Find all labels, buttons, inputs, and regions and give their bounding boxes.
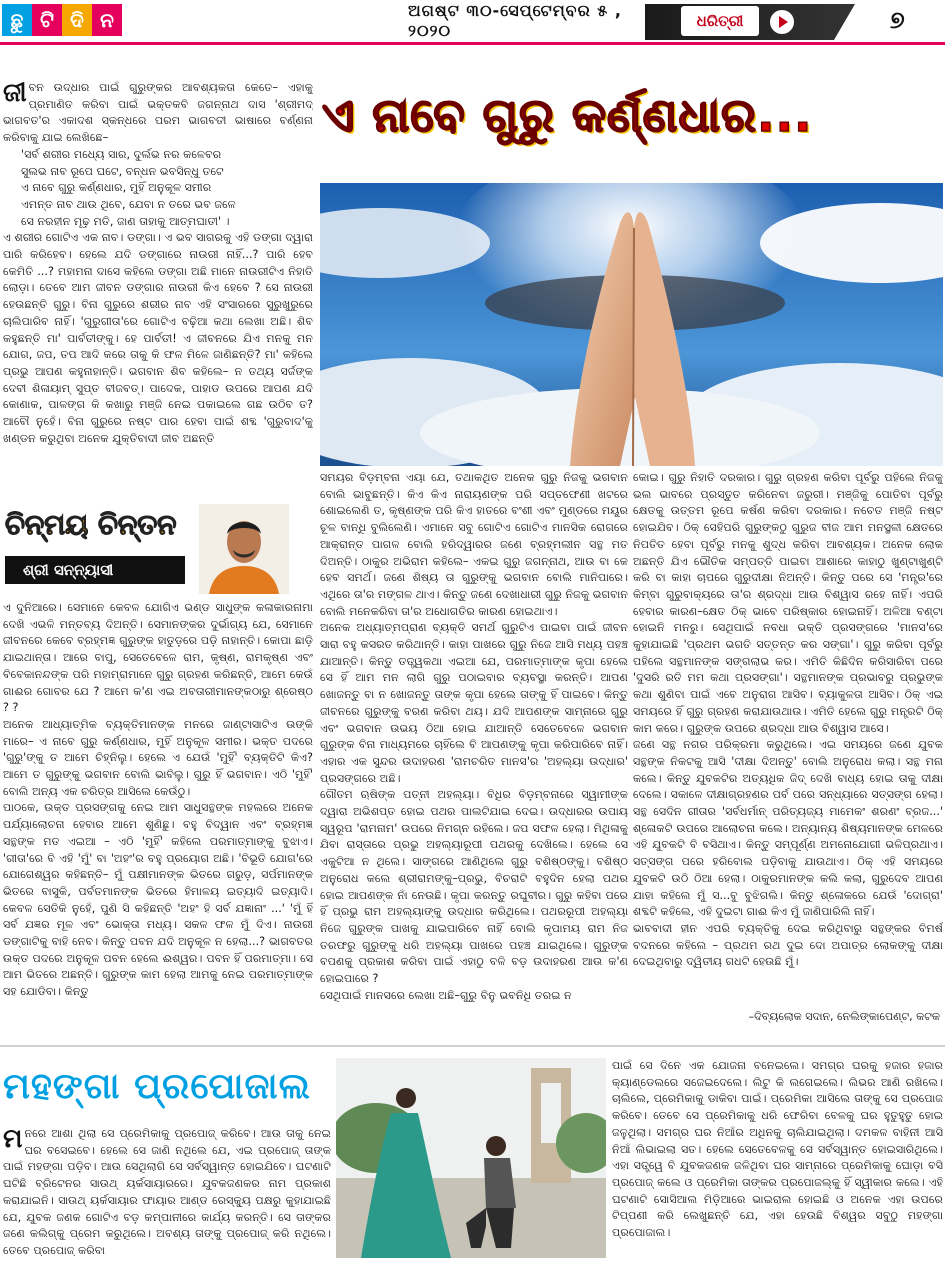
article-column-right	[633, 470, 943, 1025]
brand-letter: ଟି	[32, 4, 62, 36]
article-paragraph: ସେଥିପାଇଁ ମାନସରେ ଲେଖା ଅଛି–ଗୁରୁ ବିନୁ ଭବନିଧି ତରଇ ନ	[320, 988, 572, 1002]
bottom-headline: ମହଙ୍ଗା ପ୍ରପୋଜାଲ	[3, 1066, 311, 1107]
article-paragraph: ଏ ଦୁନିଆରେ। ସେମାନେ କେବଳ ଯୋଗିଏ ଭଣ୍ଡ ସାଧୁଙ୍କ କଳାକାରନାମା ଦେଖି ଏଭଳି ମନ୍ତବ୍ୟ ଦିଅନ୍ତି। ସେମାନଙ୍କର ଦୁର୍ଭାଗ୍ୟ ଯେ, ସେମାନେ ଜୀବନରେ କେବେ ବ୍ରହ୍ମଜ୍ଞ ଗୁରୁଙ୍କ ହାତୁଡ଼ରେ ପଡ଼ି ନାହାନ୍ତି। କୋପା ଛାଡ଼ି ଯାଇଥାନ୍ତା। ଆରେ ବାପୁ, ସେତେବେଳେ ରାମ, କୃଷ୍ଣ, ରାମକୃଷ୍ଣ ଏବଂ ବିବେକାନନ୍ଦଙ୍କ ପରି ମହାମ୍ରାମାନେ ଗୁରୁ ଗ୍ରହଣ କରିଛନ୍ତି, ଆମେ କେଉଁ ଗାଈର ଗୋବର ଯେ ? ଆମେ କ'ଣ ଏଇ ଅବତାରୀମାନଙ୍କଠାରୁ ଶ୍ରେଷ୍ଠ ? ?	[3, 601, 313, 715]
verse-line: ଏ ନାବେ ଗୁରୁ କର୍ଣ୍ଣଧାର, ମୁହିଁ ଅନୁକୂଳ ସମୀର	[21, 181, 212, 195]
brand-letter: ଦି	[62, 4, 92, 36]
header-divider	[0, 42, 945, 45]
verse-line: ଏମନ୍ତ ନାବ ଥାଉ ଥିବେ, ଯେବା ନ ତରେ ଭବ ଜଳେ	[21, 197, 236, 211]
article-paragraph: ମନରେ ଆଶା ଥିଲା ସେ ପ୍ରେମିକାକୁ ପ୍ରପୋଜ୍ କରିବେ। ଆଉ ତାକୁ ନେଇ ଘର ବସେଇବେ। ହେଲେ ସେ ଜାଣି ନଥିଲେ ଯେ, ଏଇ ପ୍ରପୋଜ୍ ତାଙ୍କ ପାଇଁ ମହଙ୍ଗା ପଡ଼ିବ। ଆଉ ସେଥିଲାଗି ସେ ସର୍ବସ୍ୱାନ୍ତ ହୋଇଯିବେ। ଘଟଣାଟି ଘଟିଛି ବ୍ରିଟେନର ସାଉଥ୍ ୟର୍କସାୟାରରେ। ଯୁବକଜଣକର ନାମ ପ୍ରକାଶ କରାଯାଇନି। ସାଉଥ୍ ୟର୍କସାୟାର ଫାୟାର ଆଣ୍ଡ ରେସ୍କ୍ୟୁ ପକ୍ଷରୁ କୁହାଯାଇଛି ଯେ, ଯୁବକ ଜଣକ ଗୋଟିଏ ବଡ଼ କମ୍ପାନୀରେ କାର୍ଯ୍ୟ କରନ୍ତି। ସେ ତାଙ୍କର ଜଣେ କଲିଗ୍‌କୁ ପ୍ରେମ କରୁଥିଲେ। ଅବଶ୍ୟ ତାଙ୍କୁ ପ୍ରପୋଜ୍ କରି ନଥିଲେ। ତେବେ ପ୍ରପୋଜ୍ କରିବା	[3, 1126, 331, 1256]
author-avatar	[199, 504, 289, 594]
bottom-article-right	[612, 1058, 943, 1258]
section-divider	[0, 1045, 945, 1047]
article-intro: ଜୀବନ ଉଦ୍ଧାର ପାଇଁ ଗୁରୁଙ୍କର ଆବଶ୍ୟକତା କେତେ– ଏହାକୁ ପ୍ରମାଣିତ କରିବା ପାଇଁ ଭକ୍ତକବି ଜଗନ୍ନାଥ ଦାସ 'ଶ୍ରୀମଦ୍ ଭାଗବତ'ର ଏକାଦଶ ସ୍କନ୍ଧରେ ପରମ ଭାଗବତୀ ଭାଷାରେ ବର୍ଣ୍ଣନା କରିବାକୁ ଯାଇ ଲେଖିଛେ–	[3, 80, 313, 145]
article-paragraph: ସମୟର ବିଡ଼ମ୍ବନା ଏୟା ଯେ, ତଥାକଥିତ ଅନେକ ଗୁରୁ ନିଜକୁ ଭଗବାନ ବୋଲି ଭାବୁଛନ୍ତି। କିଏ କିଏ ନାରାୟଣଙ୍କ ପରି ସପ୍ତଫେଣୀ ଖଟରେ ଶୋଇଲେଣି ତ, କୃଷ୍ଣଙ୍କ ପରି କିଏ ହାତରେ ବଂଶୀ ଏବଂ ମୁଣ୍ଡରେ ମୟୂର ଚୂଳ ବାନ୍ଧି ବୁଲିଲେଣି। ଏମାନେ ସବୁ ଗୋଟିଏ ଗୋଟିଏ ମାନସିକ ରୋଗରେ ଆକ୍ରାନ୍ତ ପାଗଳ ବୋଲି ହରିଦ୍ୱାରର ଜଣେ ବ୍ରହ୍ମଲୀନ ସନ୍ଥ ମତ ଦିଅନ୍ତି। ଠାକୁର ଅଭିରାମ କହିଲେ– ଏକଇ ଗୁରୁ ଜଗନ୍ନାଥ, ଆଉ ବା କେ ହେବ ସମର୍ଥ। ଜଣେ ଶିଷ୍ୟ ତା ଗୁରୁଙ୍କୁ ଭଗବାନ ବୋଲି ମାନିପାରେ। ଏଥିରେ ତା'ର ମଙ୍ଗଳ ଥାଏ। କିନ୍ତୁ ଜଣେ ଦେଖାଧାରୀ ଗୁରୁ ନିଜକୁ ଭଗବାନ ବୋଲି ମନେକରିବା ତା'ର ଅଧୋଗତିର କାରଣ ହୋଇଥାଏ।	[320, 471, 628, 618]
author-name: ଶ୍ରୀ ସନ୍ନ୍ୟାସୀ	[5, 556, 185, 584]
article-paragraph: ଜଣେ ସନ୍ଥ ନଗର ପରିକ୍ରମା କରୁଥିଲେ। ଏଇ ସମୟରେ ଜଣେ ଯୁବକ ସନ୍ଥଙ୍କ ନିକଟକୁ ଆସି 'ଦୀକ୍ଷା ଦିଅନ୍ତୁ' ବୋଲି ଅନୁରୋଧ କଲା। ସନ୍ଥ ମନା କଲେ। କିନ୍ତୁ ଯୁବକଟିର ଅତ୍ୟଧିକ ଜିଦ୍ ଦେଖି ବାଧ୍ୟ ହୋଇ ତାକୁ ଦୀକ୍ଷା ଦେଲେ। ସକାଳେ ଦୀକ୍ଷାଗ୍ରହଣର ପର୍ବ ପରେ ସନ୍ଧ୍ୟାରେ ସତ୍ସଙ୍ଗ ହେଲା। ସନ୍ଥ ସେଦିନ ଗୀତାର 'ସର୍ବଧର୍ମାନ୍ ପରିତ୍ୟଜ୍ୟ ମାମେକଂ ଶରଣଂ ବ୍ରଜ...' ଶ୍ଳୋକଟି ଉପରେ ଆଲୋଚନା କଲେ। ଅନ୍ୟାନ୍ୟ ଶିଷ୍ୟମାନଙ୍କ ମେଳରେ ଏହି ଯୁବକଟି ବି ବସିଥାଏ। କିନ୍ତୁ ସମ୍ପୂର୍ଣ୍ଣ ଅମନୋଯୋଗୀ ଭଳିପ୍ରଥାଏ। ସତ୍ସଙ୍ଗ ପରେ ହରିବୋଲ ପଡ଼ିବାକୁ ଯାଉଥାଏ। ଠିକ୍ ଏହି ସମୟରେ ଯୁବକଟି ଉଠି ଠିଆ ହେଲା। ଠାକୁରମାନଙ୍କ କଲି କଲା, ଗୁରୁଦେବ ଆପଣ ଯାହା କହିଲେ ମୁଁ ସ...ବୁ ବୁଝିଗଲି। କିନ୍ତୁ ଶ୍ଳୋକରେ ଯେଉଁ 'ଦୋଗ୍ରା' ଶବ୍ଦଟି କହିଲେ, ଏହି ଦୁଇଟା ଗାଈ କିଏ ମୁଁ ଜାଣିପାରିଲି ନାହିଁ।	[633, 738, 943, 919]
article-paragraph: ଅନେକ ଆଧ୍ୟାତ୍ମିକ ବ୍ୟକ୍ତିମାନଙ୍କ ମନରେ ଜାଣ୍ଟାସାଟିଏ ଉଙ୍କି ମାରେ– ଏ ନାବେ ଗୁରୁ କର୍ଣ୍ଣଧାର, ମୁହିଁ ଅନୁକୂଳ ସମୀର। ଭକ୍ତ ପଦରେ 'ଗୁରୁ'ଙ୍କୁ ତ ଆମେ ଚିହ୍ନିଲୁ। ହେଲେ ଏ ଯେଉଁ 'ମୁହିଁ' ବ୍ୟକ୍ତିଟି କିଏ? ଆମେ ତ ଗୁରୁଙ୍କୁ ଭଗବାନ ବୋଲି ଭାବିଲୁ। ଗୁରୁ ହିଁ ଭଗବାନ। ଏଠି 'ମୁହିଁ' ବୋଲି ଅନ୍ୟ ଏକ ଚରିତ୍ର ଆସିଲେ କେଉଁଠୁ।	[3, 717, 313, 798]
dropcap: ମ	[3, 1126, 23, 1154]
praying-hands-photo	[320, 183, 943, 466]
column-title: ଚିନ୍ମୟ ଚିନ୍ତନ	[5, 508, 177, 541]
article-paragraph: ପାଠକେ, ଉକ୍ତ ପ୍ରସଙ୍ଗକୁ ନେଇ ଆମ ସାଧୁସନ୍ଥଙ୍କ ମହଲରେ ଅନେକ ପର୍ଯ୍ୟାଲୋଚନା ହେବାର ଆମେ ଶୁଣିଛୁ। ବହୁ ବିଦ୍ୱାନ ଏବଂ ବ୍ରହ୍ମଜ୍ଞ ସନ୍ଥଙ୍କ ମତ ଏଇଆ – ଏଠି 'ମୁହିଁ' କହିଲେ ପରମାତ୍ମାଙ୍କୁ ବୁଝାଏ। 'ଗୀତା'ରେ ବି ଏହି 'ମୁଁ' ବା 'ଅହଂ'ର ବହୁ ପ୍ରୟୋଗ ଅଛି। 'ବିଭୂତି ଯୋଗ'ରେ ଯୋଗେଶ୍ୱର କହିଛନ୍ତି– ମୁଁ ପକ୍ଷୀମାନଙ୍କ ଭିତରେ ଗରୁଡ଼, ସର୍ପମାନଙ୍କ ଭିତରେ ବାସୁକି, ପର୍ବତମାନଙ୍କ ଭିତରେ ହିମାଳୟ ଇତ୍ୟାଦି ଇତ୍ୟାଦି। କେବଳ ସେତିକି ନୁହେଁ, ପୁଣି ସି କହିଛନ୍ତି 'ଅହଂ ହି ସର୍ବ ଯଜ୍ଞାନାଂ ...' 'ମୁଁ ହିଁ ସର୍ବ ଯଜ୍ଞର ମୂଳ ଏବଂ ଭୋକ୍ତା ମଧ୍ୟ। ସକଳ ଫଳ ମୁଁ ଦିଏ। ନାଉରୀ ଡଙ୍ଗାଟିକୁ ବାହି ନେବ। କିନ୍ତୁ ପବନ ଯଦି ଅନୁକୂଳ ନ ହେଲା...? ଭାଗବତର ଉକ୍ତ ପଦରେ ଅନୁକୂଳ ପବନ ହେଲେ ଈଶ୍ୱର। ପବନ ହିଁ ପରମାତ୍ମା। ସେ ଆମ ଭିତରେ ଅଛନ୍ତି। ଗୁରୁଙ୍କ କାମ ହେଲା ଆମକୁ ନେଇ ପରମାତ୍ମାଙ୍କ ସହ ଯୋଡିବା। କିନ୍ତୁ	[3, 801, 313, 999]
verse-line: 'ସର୍ବ ଶରୀର ମଧ୍ୟେ ସାର, ଦୁର୍ଲଭ ନର କଳେବର	[21, 147, 222, 161]
article-paragraph: କୋଇ। ଗୁରୁ ନିହାତି ଦରକାର। ଗୁରୁ ଗ୍ରହଣ କରିବା ପୂର୍ବରୁ ପହିଲେ ନିଜକୁ ଭଲ ଭାବରେ ପ୍ରସ୍ତୁତ କରିନେବା ଜରୁରୀ। ମଞ୍ଜିକୁ ପୋତିବା ପୂର୍ବରୁ କ୍ଷେତକୁ ଉତ୍ତମ ରୂପେ କର୍ଷଣ କରିବା ଦରକାର। ନଚେତ ମଞ୍ଜି ନଷ୍ଟ ହୋଇଯିବ। ଠିକ୍ ସେହିପରି ଗୁରୁଙ୍କଠୁ ଗୁରୁଜ ବୀଜ ଆମ ମନସ୍ଥଳୀ କ୍ଷେତରେ ନିପତିତ ହେବା ପୂର୍ବରୁ ମନକୁ ଶୁଦ୍ଧ କରିବା ଆବଶ୍ୟକ। ଅନେକ ଲୋକ ଅଛନ୍ତି ଯିଏ ଭୌତିକ ସମ୍ପତ୍ତି ପାଇବା ଆଶାରେ କାହାଠୁ ଖୁଣ୍ଟାଖୁଣ୍ଟି କରି ବା କାହା ଚାପରେ ଗୁରୁଦୀକ୍ଷା ନିଅନ୍ତି। କିନ୍ତୁ ପରେ ସେ 'ମନ୍ତ୍ର'ରେ କିମ୍ବା ଗୁରୁବାକ୍ୟରେ ତା'ର ଶ୍ରଦ୍ଧା ଆଉ ବିଶ୍ୱାସ ରହେ ନାହିଁ। ଏପରି ହେବାର କାରଣ–କ୍ଷେତ ଠିକ୍ ଭାବେ ପରିଷ୍କାର ହୋଇନାହିଁ। ଅଳିଆ ବଣ୍ଟା ହୋଇନି ମନରୁ। ସେଥିପାଇଁ ନବଧା ଭକ୍ତି ପ୍ରସଙ୍ଗରେ 'ମାନସ'ରେ କୁହାଯାଇଛି 'ପ୍ରଥମ ଭଗତି ସତ୍ତନ୍ତ କର ସଙ୍ଗା'। ଗୁରୁ କରିବା ପୂର୍ବରୁ ପହିଲେ ସନ୍ଥମାନଙ୍କ ସଙ୍ଗଲାଭ କର। ଏମିତି କିଛିଦିନ କରିସାରିବା ପରେ 'ଦୁସରି ରତି ମମ କଥା ପ୍ରସଙ୍ଗା'। ସନ୍ଥମାନଙ୍କ ପ୍ରଭାବରୁ ପ୍ରଭୁଙ୍କ କଥା ଶୁଣିବା ପାଇଁ ଏବେ ଅନୁରାଗ ଆସିବ। ବ୍ୟାକୁଳତା ଆସିବ। ଠିକ୍ ଏଇ ସମୟରେ ହିଁ ଗୁରୁ ଗ୍ରହଣ କରାଯାଉଥାଉ। ଏମିତି ହେଲେ ଗୁରୁ ମନ୍ତ୍ରଟି ଠିକ୍ କାମ କରେ। ଗୁରୁଙ୍କ ଉପରେ ଶ୍ରଦ୍ଧା ଆଉ ବିଶ୍ୱାସ ଆସେ।	[633, 471, 943, 735]
article-column-left-top	[3, 80, 313, 500]
newspaper-logo: ଧରିତ୍ରୀ	[681, 6, 759, 36]
verse-line: ସେ ନରହୀନ ମୂଢ଼ ମତି, ଜାଣ ତାହାକୁ ଆତ୍ମଘାତୀ' ।	[21, 214, 230, 228]
brand-letter: ନ	[92, 4, 122, 36]
proposal-photo	[336, 1058, 606, 1258]
bottom-article-left	[3, 1126, 331, 1256]
author-credit: –ଦିବ୍ୟଲୋକ ସଦାନ, ନେଲିଙ୍କାପେଣ୍ଟ, କଟକ	[748, 1010, 940, 1023]
article-paragraph: ଭାବବାଦୀ ହୀନ ଏପରି ବ୍ୟକ୍ତିକୁ ଦେଇ କରିଥିବାରୁ ସନ୍ଥଙ୍କର ବିମର୍ଷ ବଦନରେ କହିଲେ – ପ୍ରଥମ ରଥ ଦୁଇ ଦୋ ଅପାତ୍ର ଲୋକଙ୍କୁ ଦୀକ୍ଷା ଦେଇଥିବାରୁ ଦ୍ୱିତୀୟ ଗଧଟି ହେଉଛି ମୁଁ।	[633, 921, 943, 969]
article-column-middle	[320, 470, 628, 1035]
page-number: ୭	[890, 6, 905, 34]
column-byline	[3, 500, 313, 596]
main-headline: ଏ ନାବେ ଗୁରୁ କର୍ଣ୍ଣଧାର...	[322, 88, 813, 142]
play-icon	[770, 10, 794, 34]
brand-letter: ଛୁ	[2, 4, 32, 36]
article-paragraph: ଗୌତମ ଋଷିଙ୍କ ପତ୍ନୀ ଅହଲ୍ୟା। ବିଧିର ବିଡ଼ମ୍ବନାରେ ସ୍ୱାମୀଙ୍କ ଦ୍ୱାରା ଅଭିଶପ୍ତ ହୋଇ ପଥର ପାଲଟିଯାଇ ଦେଇ। ଉଦ୍ଧାରର ଉପାୟ ସ୍ୱରୂପ 'ରାମନାମ' ଉପରେ ନିମଗ୍ନ ରହିଲେ। ଜପ ସଫଳ ହେଲା। ମିଥିଳାକୁ ଯିବା ରାସ୍ତାରେ ପ୍ରଭୁ ଅହଲ୍ୟାରୂପୀ ପଥରକୁ ଦେଖିଲେ। ହେଲେ ସେ ଏକୁଟିଆ ନ ଥିଲେ। ସାଙ୍ଗରେ ଆଣିଥିଲେ ଗୁରୁ ବଶିଷ୍ଠଙ୍କୁ। ବଶିଷ୍ଠ ଅନୁରୋଧ କଲେ ଶ୍ରୀରାମଙ୍କୁ–ପ୍ରଭୁ, ବିଚରାଟି ବହୁଦିନ ହେଲା ପଥର ହୋଇ ଆପଣଙ୍କ ନାଁ ନେଉଛି। କୃପା କରନ୍ତୁ ରଘୁବୀର। ଗୁରୁ କହିବା ପରେ ହିଁ ପ୍ରଭୁ ରାମ ଅହଲ୍ୟାଙ୍କୁ ଉଦ୍ଧାର କରିଥିଲେ। ପଥରରୂପୀ ଅହଲ୍ୟା ନିଜେ ଗୁରୁଙ୍କ ପାଖକୁ ଯାଇପାରିବେ ନାହିଁ ବୋଲି କୃପାମୟ ରାମ ନିଜ ତରଫରୁ ଗୁରୁଙ୍କୁ ଧରି ଅହଲ୍ୟା ପାଖରେ ପହଞ୍ଚ ଯାଇଥିଲେ। ଗୁରୁଙ୍କ ବପଣକୁ ପ୍ରକାଶ କରିବା ପାଇଁ ଏହାଠୁ ବଳି ବଡ଼ ଉଦାହରଣ ଆଉ କ'ଣ ହୋଇପାରେ ?	[320, 788, 628, 986]
article-paragraph: ଏ ଶରୀର ଗୋଟିଏ ଏକ ନାବ। ଡଙ୍ଗା। ଏ ଭବ ସାଗରକୁ ଏହି ଡଙ୍ଗା ଦ୍ୱାରା ପାରି କରିହେବ। ହେଲେ ଯଦି ଡଙ୍ଗାରେ ନାଉରୀ ନାହିଁ...? ପାରି ହେବ କେମିତି ...? ମହାମନା ଦାସେ କହିଲେ ଡଙ୍ଗା ଅଛି ମାନେ ନାଉରୀଟିଏ ନିହାତି ଲୋଡ଼ା। ତେବେ ଆମ ଜୀବନ ଡଙ୍ଗାର ନାଉରୀ କିଏ ହେବେ ? ସେ ନାଉରୀ ହେଉଛନ୍ତି ଗୁରୁ। ବିନା ଗୁରୁରେ ଶରୀର ନାବ ଏହି ସଂସାରରେ ସୁରୁଖୁରୁରେ ଚାଲିପାରିବ ନାହିଁ। 'ଗୁରୁଗୀତା'ରେ ଗୋଟିଏ ବଢ଼ିଆ କଥା ଲେଖା ଅଛି। ଶିବ କହୁଛନ୍ତି ମା' ପାର୍ବତୀଙ୍କୁ। ହେ ପାର୍ବତୀ! ଏ ଜୀବନରେ ଯିଏ ମନକୁ ମନ ଯୋଗ, ଜପ, ତପ ଆଦି କରେ ତାକୁ କି ଫଳ ମିଳେ ଜାଣିଛନ୍ତି? ମା' କହିଲେ ପ୍ରଭୁ ଆପଣ କହୁନାହାନ୍ତି। ଭଗବାନ ଶିବ କହିଲେ– ନ ତଥ୍ୟ ସର୍ଜଙ୍କ ଦେବୀ ଶିଳାୟାମ୍ ସୁପ୍ତ ବୀଜବତ୍। ପାଦେକ, ପାହାଡ ଉପରେ ଆପଣ ଯଦି କୋଣାକ, ପାଳଙ୍ଗ କି କଖାରୁ ମଞ୍ଜି ନେଇ ପକାଇଲେ ଗଛ ଉଠିବ ତ? ଆବୌ ନୁହେଁ। ବିନା ଗୁରୁରେ ନଷ୍ଟ ପାର ହେବା ପାଇଁ ଶବ୍ଦ 'ଗୁରୁବାଦ'କୁ ଖଣ୍ଡନ କରୁଥିବା ଅନେକ ଯୁକ୍ତିବାଦୀ ଜୀବ ଅଛନ୍ତି	[3, 231, 313, 445]
verse-line: ସୁଲଭ ନାବ ରୂପେ ଘଟେ, ବନ୍ଧନ ଭବସିନ୍ଧୁ ତଟେ	[21, 164, 224, 178]
page-header	[0, 0, 945, 44]
issue-dateline: ଅଗଷ୍ଟ ୩୦-ସେପ୍ଟେମ୍ବର ୫ , ୨୦୨୦	[408, 1, 622, 40]
article-paragraph: ପାଇଁ ସେ ଦିନେ ଏକ ଯୋଜନା ବନେଇଲେ। ସମଗ୍ର ଘରକୁ ହଜାର ହଜାର କ୍ୟାଣ୍ଡେଲରେ ସଜେଇଦେଲେ। ଲିଟୁ କି ଲଗେଇଲେ। ଲିଭର ଆଣି ରଖିଲେ। ଚାଲିଲେ, ପ୍ରେମିକାକୁ ଡାକିବା ପାଇଁ। ପ୍ରେମିକା ଆସିଲେ ତାଙ୍କୁ ସେ ପ୍ରପୋଜ କରିବେ। ତେବେ ସେ ପ୍ରେମିକାକୁ ଧରି ଫେରିବା ବେଳକୁ ଘର ହୁତୁହୁତୁ ହୋଇ ଜଳୁଥିଲା। ସମଗ୍ର ଘର ନିଆଁର ଅଧିନକୁ ଚାଲିଯାଇଥିଲା। ଦମକଳ ବାହିନୀ ଆସି ନିଆଁ ଲିଭାଇଲା ସତ। ହେଲେ ସେତେବେଳକୁ ସେ ସର୍ବସ୍ୱାନ୍ତ ହୋଇସାରିଥିଲେ। ଏହା ସତ୍ତ୍ୱେ ବି ଯୁବକଜଣକ ଜଳିଥିବା ଘର ସାମ୍ନାରେ ପ୍ରେମିକାକୁ ଘୋଡ଼ା ବସି ପ୍ରପୋଜ୍ କଲେ ଓ ପ୍ରେମିକା ତାଙ୍କର ପ୍ରପୋଜଲ୍‌କୁ ହିଁ ସ୍ୱୀକାର କଲେ। ଏହି ଘଟଣାଟି ସୋସିଆଲ ମିଡ଼ିଆରେ ଭାଇରାଲ ହୋଇଛି ଓ ଅନେକ ଏହା ଉପରେ ଟିପ୍ପଣୀ କରି ଲେଖୁଛନ୍ତି ଯେ, ଏହା ହେଉଛି ବିଶ୍ୱର ସବୁଠୁ ମହଙ୍ଗା ପ୍ରପୋଜାଲ।	[612, 1059, 943, 1240]
section-brand	[2, 4, 122, 36]
dropcap: ଜୀ	[3, 80, 27, 108]
article-column-left-bottom	[3, 600, 313, 1035]
masthead-box	[645, 4, 945, 40]
article-paragraph: ଅନେକ ଅଧ୍ୟାତ୍ମପ୍ରାଣ ବ୍ୟକ୍ତି ସମର୍ଥ ଗୁରୁଟିଏ ପାଇବା ପାଇଁ ଜୀବନ ସାରା ବହୁ କସରତ କରିଥାନ୍ତି। କାହା ପାଖରେ ଗୁରୁ ନିଜେ ଆସି ମଧ୍ୟ ପହଞ୍ଚ ଯାଆନ୍ତି। କିନ୍ତୁ ତତ୍ତ୍ୱକଥା ଏଇଆ ଯେ, ପରମାତ୍ମାଙ୍କ କୃପା ହେଲେ ସେ ହିଁ ଆମ ମନ ଲାଗି ଗୁରୁ ପଠାଇବାର ବ୍ୟବସ୍ଥା କରନ୍ତି। ଆପଣ ଖୋଜନ୍ତୁ ବା ନ ଖୋଜନ୍ତୁ ତାଙ୍କ କୃପା ହେଲେ ତାଙ୍କୁ ହିଁ ପାଇବେ। କିନ୍ତୁ ଜୀବନରେ ଗୁରୁଙ୍କୁ ବରଣ କରିବା ଥୟ। ଯଦି ଆପଣଙ୍କ ସାମ୍ନାରେ ଗୁରୁ ଏବଂ ଭଗବାନ ଉଭୟ ଠିଆ ହୋଇ ଯାଆନ୍ତି ସେତେବେଳେ ଭଗବାନ ଗୁରୁଙ୍କ ବିନା ମାଧ୍ୟମରେ ଚାହିଁଲେ ବି ଆପଣଙ୍କୁ କୃପା କରିପାରିବେ ନାହିଁ। ଏହାର ଏକ ସୁନ୍ଦର ଉଦାହରଣ 'ରାମଚରିତ ମାନସ'ର 'ଅହଲ୍ୟା ଉଦ୍ଧାର' ପ୍ରସଙ୍ଗରେ ଅଛି।	[320, 621, 628, 785]
